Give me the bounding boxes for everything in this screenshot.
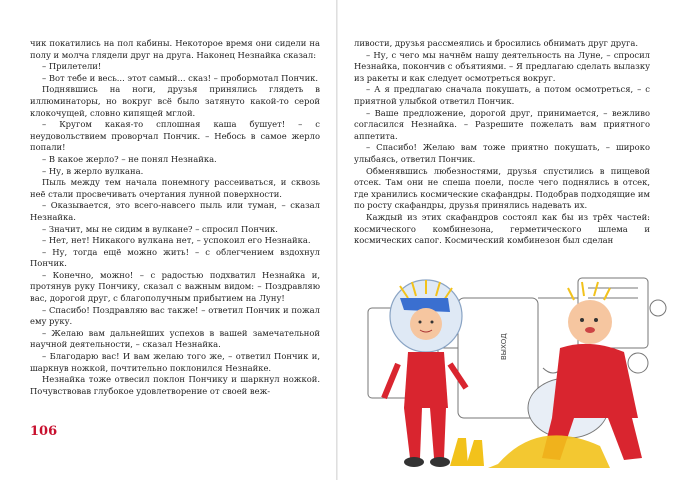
character-neznaika <box>384 280 466 467</box>
paragraph: – Вот тебе и весь... этот самый... сказ! – пробормотал Пончик. <box>42 72 319 83</box>
left-page <box>0 0 336 480</box>
paragraph: – Ну, с чего мы начнём нашу деятельность на Луне, – спросил Незнайка, покончив с объятиями. – Я предлагаю сделать вылазку из ракеты и как следует осмотреться вокруг. <box>354 49 650 83</box>
paragraph: – Спасибо! Поздравляю вас также! – ответил Пончик и пожал ему руку. <box>30 304 320 327</box>
paragraph: – Конечно, можно! – с радостью подхватил Незнайка и, протянув руку Пончику, сказал с важным видом: – Поздравляю вас, дорогой друг, с благополучным прибытием на Луну! <box>30 269 320 304</box>
paragraph: – Спасибо! Желаю вам тоже приятно покушать, – широко улыбаясь, ответил Пончик. <box>354 142 650 164</box>
paragraph: – Оказывается, это всего-навсего пыль или туман, – сказал Незнайка. <box>30 200 320 222</box>
paragraph: – Значит, мы не сидим в вулкане? – спросил Пончик. <box>42 223 278 234</box>
illustration-neznaika-ponchik <box>338 268 674 480</box>
yellow-spacesuit-cloth <box>488 435 610 468</box>
paragraph: – Кругом какая-то сплошная каша бушует! – с неудовольствием проворчал Пончик. – Небось в самое жерло попали! <box>30 119 320 153</box>
paragraph: – Ну, в жерло вулкана. <box>42 165 144 176</box>
paragraph: чик покатились на пол кабины. Некоторое время они сидели на полу и молча глядели друг на друга. Наконец Незнайка сказал: <box>30 38 320 60</box>
page-number: 106 <box>30 424 58 439</box>
space-boots <box>450 438 484 466</box>
paragraph: Каждый из этих скафандров состоял как бы из трёх частей: космического комбинезона, герметического шлема и космических сапог. Космический комбинезон был сделан <box>354 211 650 246</box>
character-ponchik <box>488 282 642 468</box>
paragraph: – Благодарю вас! И вам желаю того же, – ответил Пончик и, шаркнув ножкой, почтительно поклонился Незнайке. <box>30 351 320 373</box>
right-page <box>338 0 674 480</box>
paragraph: – Ну, тогда ещё можно жить! – с облегчением вздохнул Пончик. <box>30 246 320 269</box>
paragraph: – А я предлагаю сначала покушать, а потом осмотреться, – с приятной улыбкой ответил Пончик. <box>354 84 650 106</box>
paragraph: – Желаю вам дальнейших успехов в вашей замечательной научной деятельности, – сказал Незнайка. <box>30 327 320 350</box>
exit-sign: ВЫХОД <box>500 333 508 360</box>
paragraph: Незнайка тоже отвесил поклон Пончику и шаркнул ножкой. Почувствовав глубокое удовлетворение от своей веж- <box>30 374 320 396</box>
paragraph: – Нет, нет! Никакого вулкана нет, – успокоил его Незнайка. <box>42 235 311 246</box>
right-text-column <box>354 38 650 247</box>
red-suit <box>404 352 448 408</box>
paragraph: – Прилетели! <box>42 61 102 72</box>
red-suit <box>552 344 638 418</box>
paragraph: – В какое жерло? – не понял Незнайка. <box>42 153 217 164</box>
paragraph: Поднявшись на ноги, друзья принялись глядеть в иллюминаторы, но вокруг всё было затянуто какой-то серой клокочущей, словно кипящей мглой. <box>30 84 320 118</box>
paragraph: Обменявшись любезностями, друзья спустились в пищевой отсек. Там они не спеша поели, после чего поднялись в отсек, где хранились космические скафандры. Подобрав подходящие им по росту скафандры, друзья принялись надевать их. <box>354 165 650 211</box>
paragraph: ливости, друзья рассмеялись и бросились обнимать друг друга. <box>354 38 639 48</box>
face <box>568 300 612 344</box>
face <box>410 308 442 340</box>
paragraph: – Ваше предложение, дорогой друг, принимается, – вежливо согласился Незнайка. – Разрешите пожелать вам приятного аппетита. <box>354 107 650 141</box>
paragraph: Пыль между тем начала понемногу рассеиваться, и сквозь неё стали просвечивать очертания лунной поверхности. <box>30 177 320 199</box>
left-text-column <box>30 38 320 397</box>
